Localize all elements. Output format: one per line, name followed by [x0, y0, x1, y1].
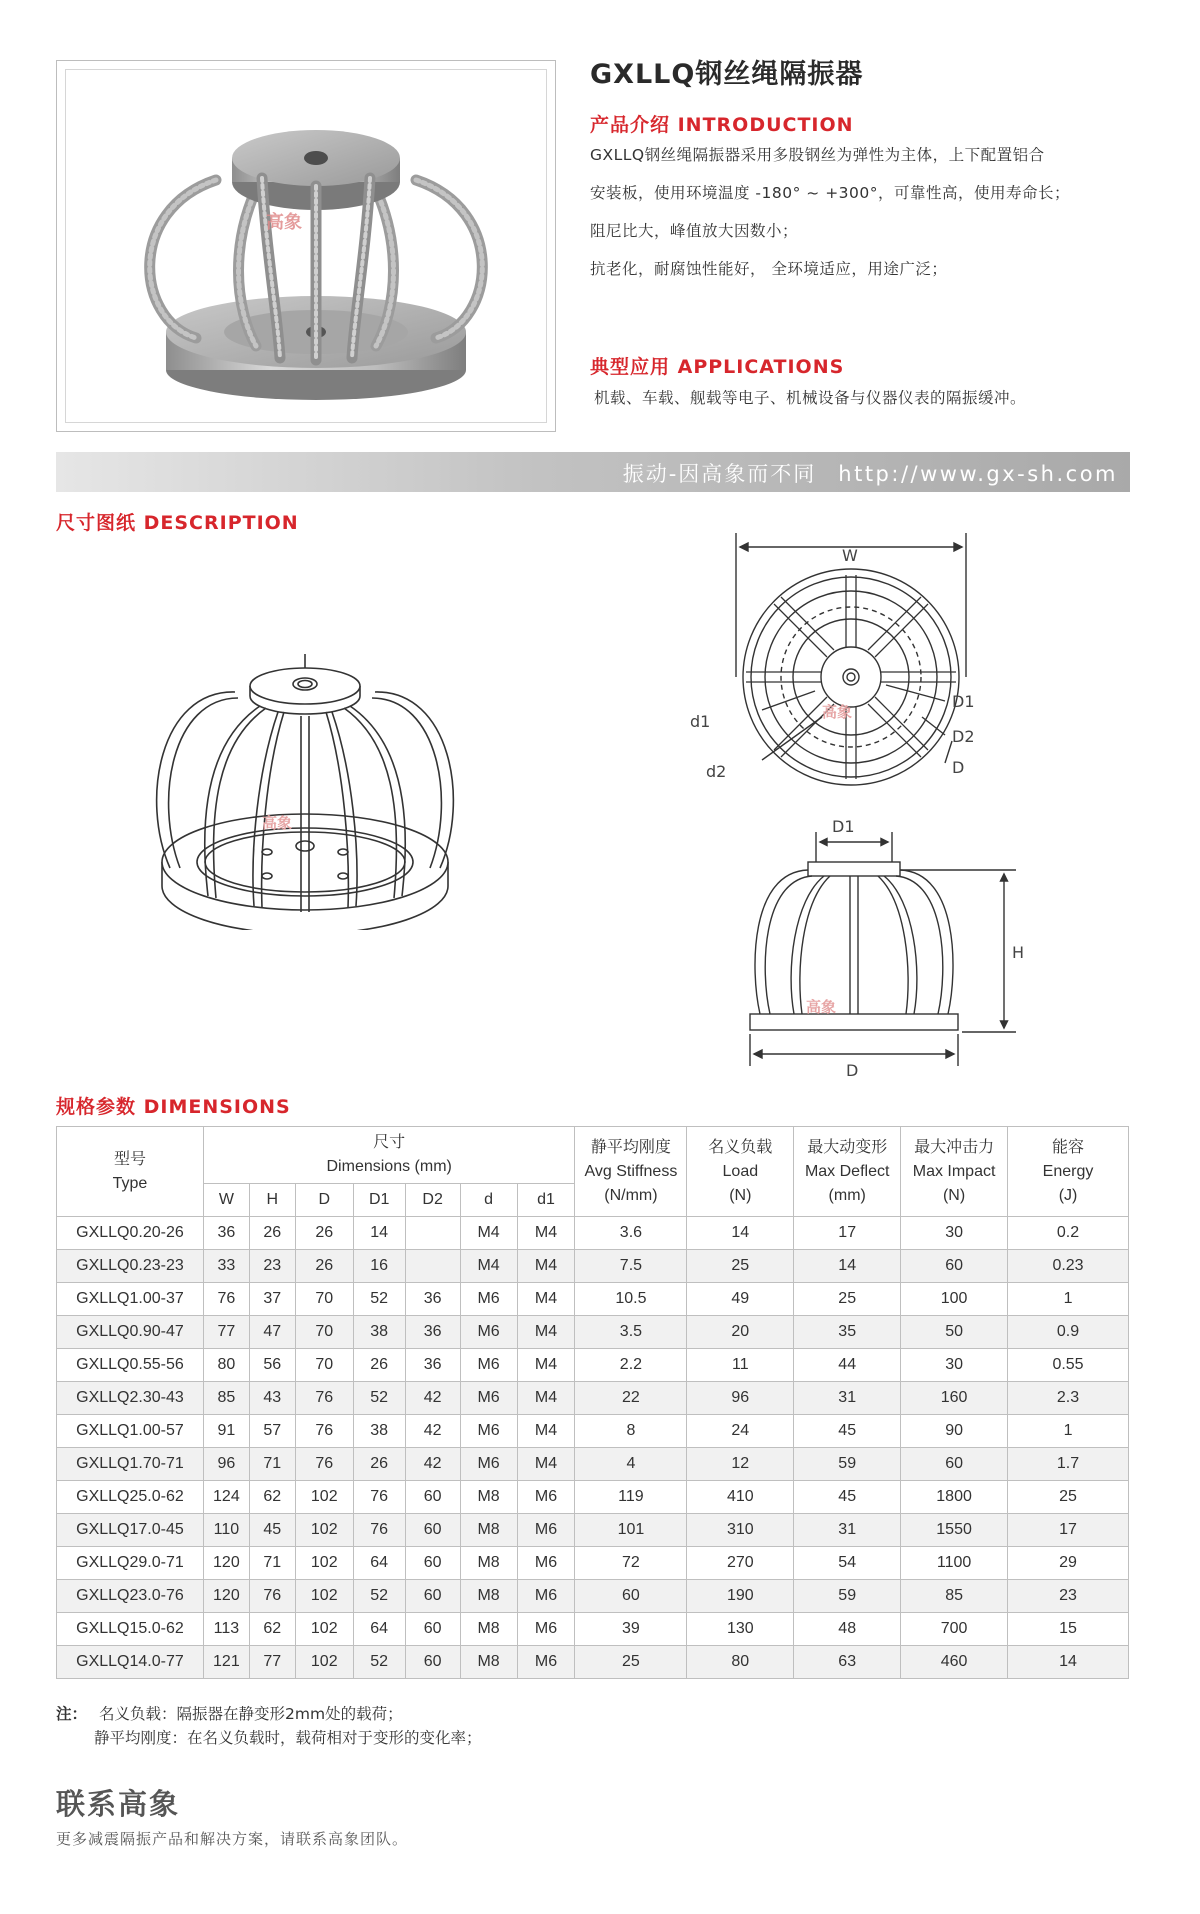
- table-cell: 26: [353, 1349, 405, 1382]
- table-cell: 85: [203, 1382, 249, 1415]
- table-cell: 60: [405, 1580, 460, 1613]
- table-cell: 52: [353, 1580, 405, 1613]
- table-row: [57, 1349, 1129, 1382]
- table-cell: 1100: [901, 1547, 1008, 1580]
- table-cell: 102: [295, 1514, 353, 1547]
- table-cell: GXLLQ23.0-76: [57, 1580, 204, 1613]
- applications-heading: 典型应用 APPLICATIONS: [590, 356, 845, 378]
- table-cell: M6: [460, 1382, 517, 1415]
- header-H: H: [249, 1184, 295, 1217]
- header-type: 型号 Type: [57, 1127, 204, 1217]
- intro-line-2: 安装板，使用环境温度 -180° ~ +300°，可靠性高，使用寿命长；: [590, 184, 1071, 202]
- table-cell: 10.5: [575, 1283, 687, 1316]
- table-cell: 14: [353, 1217, 405, 1250]
- table-cell: 3.6: [575, 1217, 687, 1250]
- table-cell: 76: [353, 1481, 405, 1514]
- contact-title: 联系高象: [56, 1787, 181, 1821]
- header-dimensions: 尺寸 Dimensions (mm): [203, 1127, 575, 1184]
- applications-text: 机载、车载、舰载等电子、机械设备与仪器仪表的隔振缓冲。: [594, 389, 1027, 407]
- table-cell: 1.7: [1008, 1448, 1129, 1481]
- table-cell: 36: [405, 1283, 460, 1316]
- table-row: [57, 1448, 1129, 1481]
- table-cell: GXLLQ14.0-77: [57, 1646, 204, 1679]
- table-cell: GXLLQ1.00-57: [57, 1415, 204, 1448]
- table-cell: 36: [203, 1217, 249, 1250]
- label-W: W: [842, 546, 858, 565]
- table-cell: 70: [295, 1349, 353, 1382]
- table-cell: 0.9: [1008, 1316, 1129, 1349]
- table-cell: M6: [517, 1580, 575, 1613]
- table-cell: 64: [353, 1547, 405, 1580]
- dimensions-table: [56, 1126, 1129, 1679]
- intro-line-1: GXLLQ钢丝绳隔振器采用多股钢丝为弹性为主体，上下配置铝合: [590, 146, 1045, 164]
- table-cell: 76: [295, 1382, 353, 1415]
- table-cell: [405, 1217, 460, 1250]
- drawing-logo-side: 高象: [806, 998, 837, 1016]
- table-cell: 25: [1008, 1481, 1129, 1514]
- header-D1: D1: [353, 1184, 405, 1217]
- table-cell: 23: [1008, 1580, 1129, 1613]
- table-cell: 76: [249, 1580, 295, 1613]
- drawing-logo-iso: 高象: [262, 814, 293, 832]
- table-cell: GXLLQ17.0-45: [57, 1514, 204, 1547]
- note-line-2: 静平均刚度：在名义负载时，载荷相对于变形的变化率；: [94, 1729, 482, 1747]
- table-cell: 52: [353, 1382, 405, 1415]
- table-cell: 45: [794, 1415, 901, 1448]
- table-cell: M6: [460, 1415, 517, 1448]
- table-cell: 52: [353, 1646, 405, 1679]
- table-cell: 90: [901, 1415, 1008, 1448]
- table-cell: 102: [295, 1613, 353, 1646]
- table-cell: 16: [353, 1250, 405, 1283]
- table-row: [57, 1250, 1129, 1283]
- table-cell: 14: [1008, 1646, 1129, 1679]
- table-cell: M6: [460, 1448, 517, 1481]
- table-cell: GXLLQ2.30-43: [57, 1382, 204, 1415]
- table-cell: 2.2: [575, 1349, 687, 1382]
- table-cell: 47: [249, 1316, 295, 1349]
- table-cell: 30: [901, 1349, 1008, 1382]
- table-cell: GXLLQ29.0-71: [57, 1547, 204, 1580]
- table-cell: 56: [249, 1349, 295, 1382]
- contact-text: 更多减震隔振产品和解决方案，请联系高象团队。: [56, 1830, 409, 1848]
- table-row: [57, 1217, 1129, 1250]
- header-d1: d1: [517, 1184, 575, 1217]
- table-cell: 7.5: [575, 1250, 687, 1283]
- table-cell: 59: [794, 1580, 901, 1613]
- label-d2: d2: [706, 762, 727, 781]
- table-cell: 33: [203, 1250, 249, 1283]
- table-cell: 39: [575, 1613, 687, 1646]
- table-cell: 60: [405, 1547, 460, 1580]
- banner-slogan: 振动-因高象而不同: [622, 462, 817, 486]
- table-cell: M6: [460, 1349, 517, 1382]
- table-cell: 12: [687, 1448, 794, 1481]
- intro-line-4: 抗老化，耐腐蚀性能好， 全环境适应，用途广泛；: [590, 260, 948, 278]
- table-cell: 42: [405, 1382, 460, 1415]
- header-d: d: [460, 1184, 517, 1217]
- table-cell: M4: [517, 1415, 575, 1448]
- table-cell: 1800: [901, 1481, 1008, 1514]
- header-load: 名义负载 Load (N): [687, 1127, 794, 1217]
- table-cell: 31: [794, 1382, 901, 1415]
- table-cell: M4: [517, 1217, 575, 1250]
- table-cell: 44: [794, 1349, 901, 1382]
- table-cell: M6: [460, 1316, 517, 1349]
- table-cell: 31: [794, 1514, 901, 1547]
- table-cell: 60: [901, 1448, 1008, 1481]
- table-cell: 14: [794, 1250, 901, 1283]
- table-cell: 71: [249, 1448, 295, 1481]
- table-cell: 80: [203, 1349, 249, 1382]
- table-cell: 43: [249, 1382, 295, 1415]
- table-cell: 50: [901, 1316, 1008, 1349]
- table-row: [57, 1547, 1129, 1580]
- table-cell: 45: [249, 1514, 295, 1547]
- table-cell: 60: [901, 1250, 1008, 1283]
- drawing-heading: 尺寸图纸 DESCRIPTION: [56, 512, 299, 534]
- table-cell: 100: [901, 1283, 1008, 1316]
- table-cell: 42: [405, 1448, 460, 1481]
- notes: [56, 1702, 482, 1750]
- dimensions-table-body: [57, 1217, 1129, 1679]
- table-cell: 700: [901, 1613, 1008, 1646]
- table-cell: 77: [203, 1316, 249, 1349]
- table-cell: M4: [460, 1250, 517, 1283]
- label-d1: d1: [690, 712, 711, 731]
- table-cell: 64: [353, 1613, 405, 1646]
- table-cell: 410: [687, 1481, 794, 1514]
- intro-line-3: 阻尼比大，峰值放大因数小；: [590, 222, 799, 240]
- note-line-1: 名义负载：隔振器在静变形2mm处的载荷；: [99, 1705, 403, 1723]
- table-cell: 38: [353, 1415, 405, 1448]
- table-cell: 15: [1008, 1613, 1129, 1646]
- table-cell: 0.55: [1008, 1349, 1129, 1382]
- table-cell: 26: [295, 1250, 353, 1283]
- table-cell: M4: [460, 1217, 517, 1250]
- table-cell: 102: [295, 1580, 353, 1613]
- table-cell: M8: [460, 1580, 517, 1613]
- table-cell: 36: [405, 1349, 460, 1382]
- table-cell: 17: [1008, 1514, 1129, 1547]
- table-cell: 25: [575, 1646, 687, 1679]
- table-cell: 20: [687, 1316, 794, 1349]
- table-cell: M8: [460, 1646, 517, 1679]
- table-row: [57, 1580, 1129, 1613]
- table-cell: 60: [405, 1613, 460, 1646]
- table-cell: 70: [295, 1283, 353, 1316]
- table-cell: 23: [249, 1250, 295, 1283]
- label-D2: D2: [952, 727, 975, 746]
- table-cell: M4: [517, 1349, 575, 1382]
- table-cell: 62: [249, 1481, 295, 1514]
- table-cell: 26: [353, 1448, 405, 1481]
- table-cell: GXLLQ1.00-37: [57, 1283, 204, 1316]
- table-cell: 60: [405, 1514, 460, 1547]
- table-cell: 45: [794, 1481, 901, 1514]
- label-H: H: [1012, 943, 1025, 962]
- table-cell: M8: [460, 1613, 517, 1646]
- table-cell: 91: [203, 1415, 249, 1448]
- table-cell: 270: [687, 1547, 794, 1580]
- slogan-banner: [56, 452, 1130, 492]
- drawing-logo-top: 高象: [822, 703, 853, 721]
- table-cell: 38: [353, 1316, 405, 1349]
- header-W: W: [203, 1184, 249, 1217]
- table-cell: 35: [794, 1316, 901, 1349]
- table-cell: 96: [203, 1448, 249, 1481]
- header-D2: D2: [405, 1184, 460, 1217]
- side-view-drawing: [740, 820, 1030, 1080]
- table-cell: 14: [687, 1217, 794, 1250]
- introduction-text: [590, 136, 1070, 288]
- table-cell: M8: [460, 1481, 517, 1514]
- table-cell: M4: [517, 1283, 575, 1316]
- table-cell: 37: [249, 1283, 295, 1316]
- table-row: [57, 1283, 1129, 1316]
- table-row: [57, 1613, 1129, 1646]
- table-cell: 4: [575, 1448, 687, 1481]
- table-cell: 120: [203, 1580, 249, 1613]
- product-title: GXLLQ钢丝绳隔振器: [590, 59, 864, 90]
- photo-logo: 高象: [266, 212, 302, 233]
- table-cell: 160: [901, 1382, 1008, 1415]
- table-cell: 1: [1008, 1415, 1129, 1448]
- table-row: [57, 1481, 1129, 1514]
- table-cell: 76: [353, 1514, 405, 1547]
- top-view-drawing: [690, 505, 1010, 795]
- table-cell: 76: [295, 1415, 353, 1448]
- table-cell: 52: [353, 1283, 405, 1316]
- table-cell: 25: [794, 1283, 901, 1316]
- table-cell: 102: [295, 1646, 353, 1679]
- table-cell: 62: [249, 1613, 295, 1646]
- table-cell: 1: [1008, 1283, 1129, 1316]
- table-cell: M6: [517, 1481, 575, 1514]
- table-cell: 49: [687, 1283, 794, 1316]
- table-cell: M4: [517, 1448, 575, 1481]
- table-cell: M6: [517, 1646, 575, 1679]
- table-cell: M6: [517, 1547, 575, 1580]
- table-cell: GXLLQ0.20-26: [57, 1217, 204, 1250]
- product-photo: [65, 69, 547, 423]
- table-cell: 60: [575, 1580, 687, 1613]
- table-cell: 60: [405, 1481, 460, 1514]
- table-cell: 48: [794, 1613, 901, 1646]
- notes-label: 注：: [56, 1705, 88, 1723]
- table-row: [57, 1646, 1129, 1679]
- header-impact: 最大冲击力 Max Impact (N): [901, 1127, 1008, 1217]
- table-cell: 29: [1008, 1547, 1129, 1580]
- table-cell: 120: [203, 1547, 249, 1580]
- label-D1: D1: [952, 692, 975, 711]
- table-cell: 3.5: [575, 1316, 687, 1349]
- table-cell: GXLLQ25.0-62: [57, 1481, 204, 1514]
- table-cell: 11: [687, 1349, 794, 1382]
- table-cell: 60: [405, 1646, 460, 1679]
- table-cell: 85: [901, 1580, 1008, 1613]
- table-row: [57, 1514, 1129, 1547]
- table-cell: GXLLQ15.0-62: [57, 1613, 204, 1646]
- table-cell: 22: [575, 1382, 687, 1415]
- table-cell: 121: [203, 1646, 249, 1679]
- label-D: D: [952, 758, 965, 777]
- table-cell: 76: [295, 1448, 353, 1481]
- product-photo-frame: [56, 60, 556, 432]
- table-cell: GXLLQ0.90-47: [57, 1316, 204, 1349]
- table-cell: 71: [249, 1547, 295, 1580]
- header-deflect: 最大动变形 Max Deflect (mm): [794, 1127, 901, 1217]
- table-cell: 17: [794, 1217, 901, 1250]
- table-cell: 54: [794, 1547, 901, 1580]
- dimensions-heading: 规格参数 DIMENSIONS: [56, 1096, 291, 1118]
- table-cell: 30: [901, 1217, 1008, 1250]
- table-cell: 1550: [901, 1514, 1008, 1547]
- header-energy: 能容 Energy (J): [1008, 1127, 1129, 1217]
- table-cell: 0.2: [1008, 1217, 1129, 1250]
- table-cell: 101: [575, 1514, 687, 1547]
- table-cell: 96: [687, 1382, 794, 1415]
- table-cell: M4: [517, 1382, 575, 1415]
- table-cell: 80: [687, 1646, 794, 1679]
- table-row: [57, 1316, 1129, 1349]
- table-cell: 8: [575, 1415, 687, 1448]
- table-cell: 460: [901, 1646, 1008, 1679]
- table-cell: 42: [405, 1415, 460, 1448]
- table-cell: 70: [295, 1316, 353, 1349]
- table-cell: 72: [575, 1547, 687, 1580]
- table-cell: 124: [203, 1481, 249, 1514]
- table-cell: M8: [460, 1514, 517, 1547]
- table-cell: [405, 1250, 460, 1283]
- table-cell: 190: [687, 1580, 794, 1613]
- table-cell: 24: [687, 1415, 794, 1448]
- table-cell: 76: [203, 1283, 249, 1316]
- table-cell: 310: [687, 1514, 794, 1547]
- table-cell: GXLLQ1.70-71: [57, 1448, 204, 1481]
- table-cell: 130: [687, 1613, 794, 1646]
- table-cell: GXLLQ0.23-23: [57, 1250, 204, 1283]
- table-cell: M6: [517, 1613, 575, 1646]
- table-cell: 110: [203, 1514, 249, 1547]
- table-cell: 25: [687, 1250, 794, 1283]
- table-cell: M4: [517, 1316, 575, 1349]
- header-stiffness: 静平均刚度 Avg Stiffness (N/mm): [575, 1127, 687, 1217]
- table-cell: 63: [794, 1646, 901, 1679]
- table-cell: 77: [249, 1646, 295, 1679]
- table-cell: M6: [517, 1514, 575, 1547]
- table-cell: 57: [249, 1415, 295, 1448]
- table-cell: 102: [295, 1547, 353, 1580]
- table-cell: 0.23: [1008, 1250, 1129, 1283]
- header-D: D: [295, 1184, 353, 1217]
- isolator-photo-illustration: [66, 70, 548, 424]
- table-cell: 113: [203, 1613, 249, 1646]
- isometric-drawing: [150, 650, 460, 930]
- banner-url: http://www.gx-sh.com: [838, 462, 1118, 486]
- label-D-side: D: [846, 1061, 859, 1080]
- table-cell: 36: [405, 1316, 460, 1349]
- table-cell: M4: [517, 1250, 575, 1283]
- table-cell: 2.3: [1008, 1382, 1129, 1415]
- table-cell: 26: [249, 1217, 295, 1250]
- table-cell: M6: [460, 1283, 517, 1316]
- table-cell: GXLLQ0.55-56: [57, 1349, 204, 1382]
- table-row: [57, 1415, 1129, 1448]
- introduction-heading: 产品介绍 INTRODUCTION: [590, 114, 854, 136]
- table-cell: 102: [295, 1481, 353, 1514]
- table-row: [57, 1382, 1129, 1415]
- table-cell: 119: [575, 1481, 687, 1514]
- table-cell: 26: [295, 1217, 353, 1250]
- table-cell: M8: [460, 1547, 517, 1580]
- label-D1-side: D1: [832, 820, 855, 836]
- table-cell: 59: [794, 1448, 901, 1481]
